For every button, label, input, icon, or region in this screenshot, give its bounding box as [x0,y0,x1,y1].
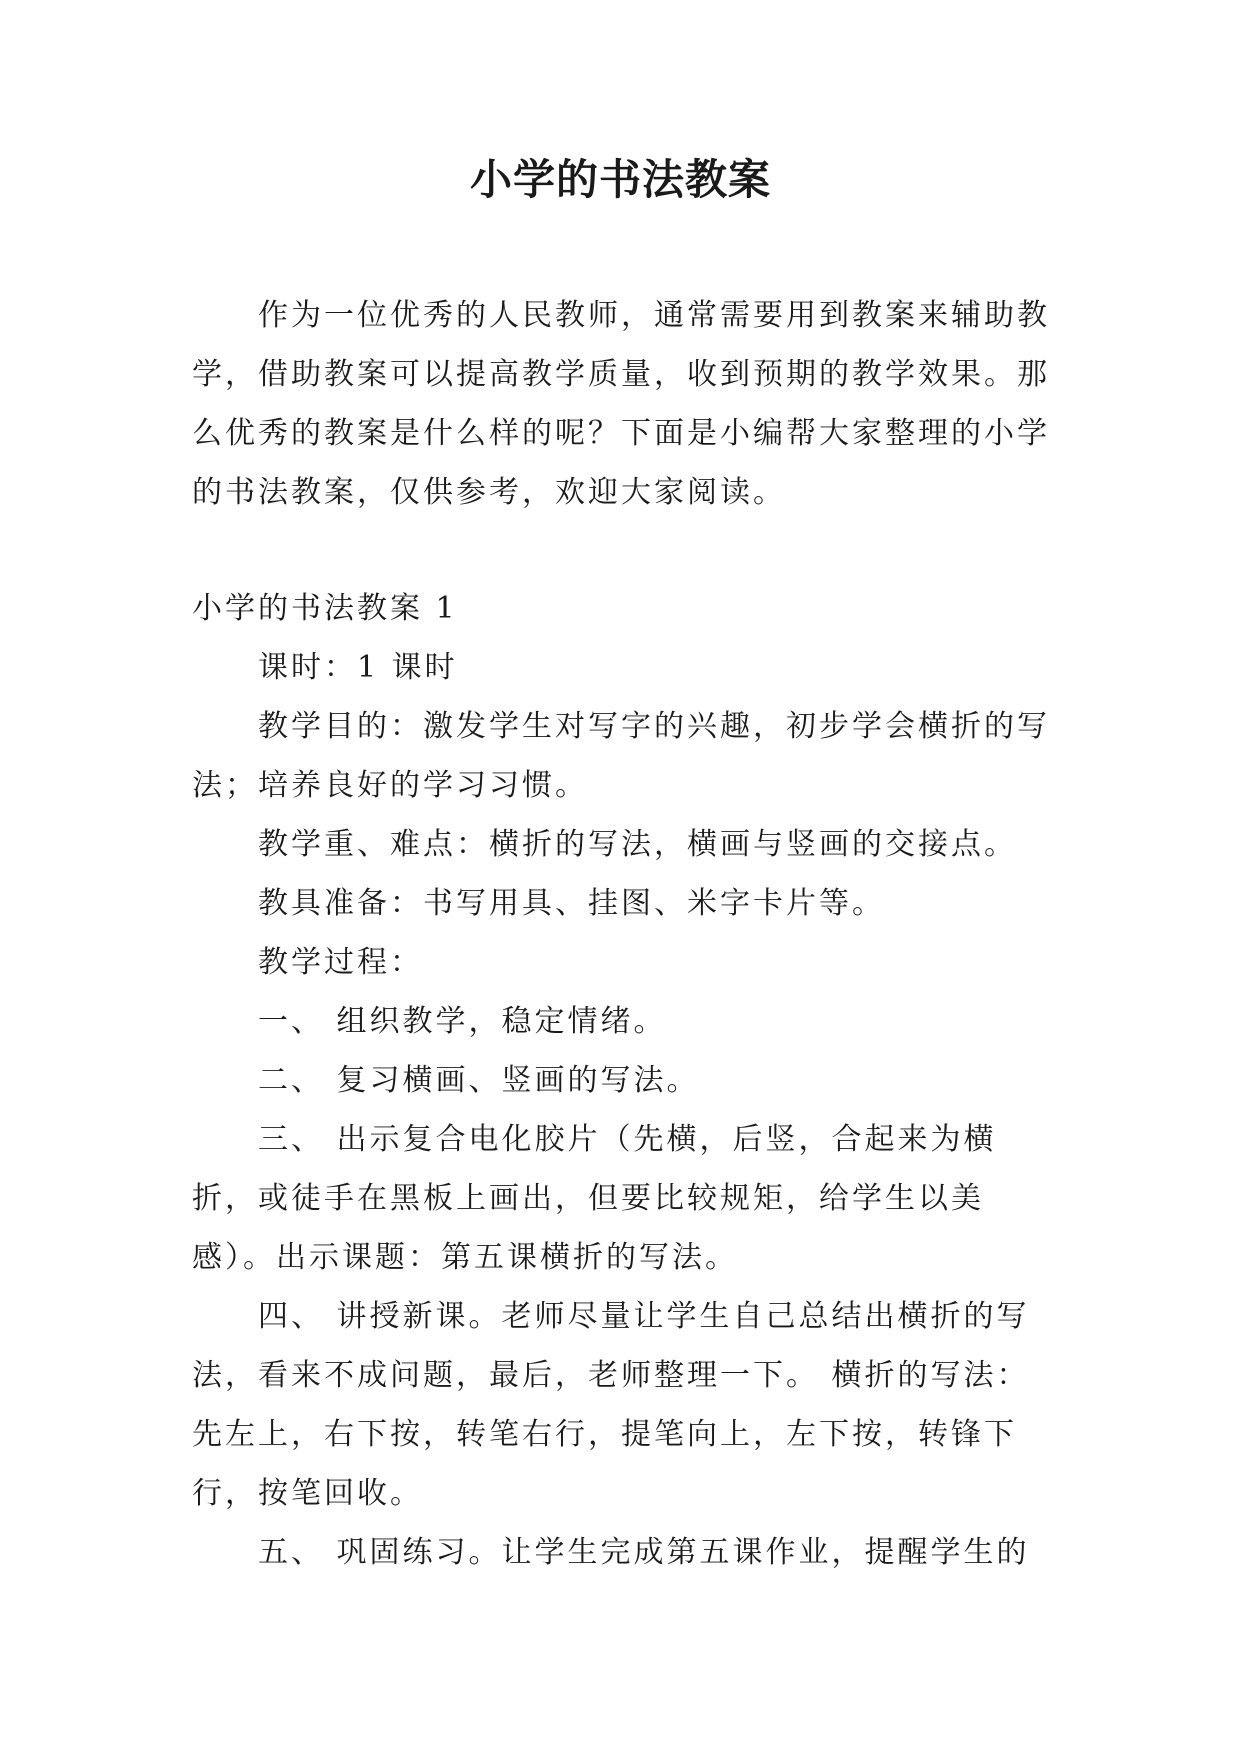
paragraph-process-heading: 教学过程： [258,945,423,980]
paragraph-objectives: 教学目的：激发学生对写字的兴趣，初步学会横折的写法；培养良好的学习习惯。 [192,709,1050,803]
paragraph-class-hours: 课时：1 课时 [258,650,458,685]
paragraph-step-4: 四、 讲授新课。老师尽量让学生自己总结出横折的写法，看来不成问题，最后，老师整理一下。 横折的写法：先左上，右下按，转笔右行，提笔向上，左下按，转锋下行，按笔回收。 [192,1299,1030,1511]
paragraph-materials: 教具准备：书写用具、挂图、米字卡片等。 [258,886,885,921]
paragraph-step-5: 五、 巩固练习。让学生完成第五课作业，提醒学生的 [258,1535,1030,1570]
document-title: 小学的书法教案 [469,155,771,204]
paragraph-key-points: 教学重、难点：横折的写法，横画与竖画的交接点。 [258,827,1017,862]
section-heading: 小学的书法教案 1 [192,591,458,626]
paragraph-step-2: 二、 复习横画、竖画的写法。 [258,1063,700,1098]
document-body [192,286,1060,1582]
intro-paragraph: 作为一位优秀的人民教师，通常需要用到教案来辅助教学，借助教案可以提高教学质量，收到预期的教学效果。那么优秀的教案是什么样的呢？下面是小编帮大家整理的小学的书法教案，仅供参考，欢迎大家阅读。 [192,298,1050,510]
paragraph-step-1: 一、 组织教学，稳定情绪。 [258,1004,667,1039]
paragraph-step-3: 三、 出示复合电化胶片（先横，后竖，合起来为横折，或徒手在黑板上画出，但要比较规矩，给学生以美感）。出示课题：第五课横折的写法。 [192,1122,997,1275]
